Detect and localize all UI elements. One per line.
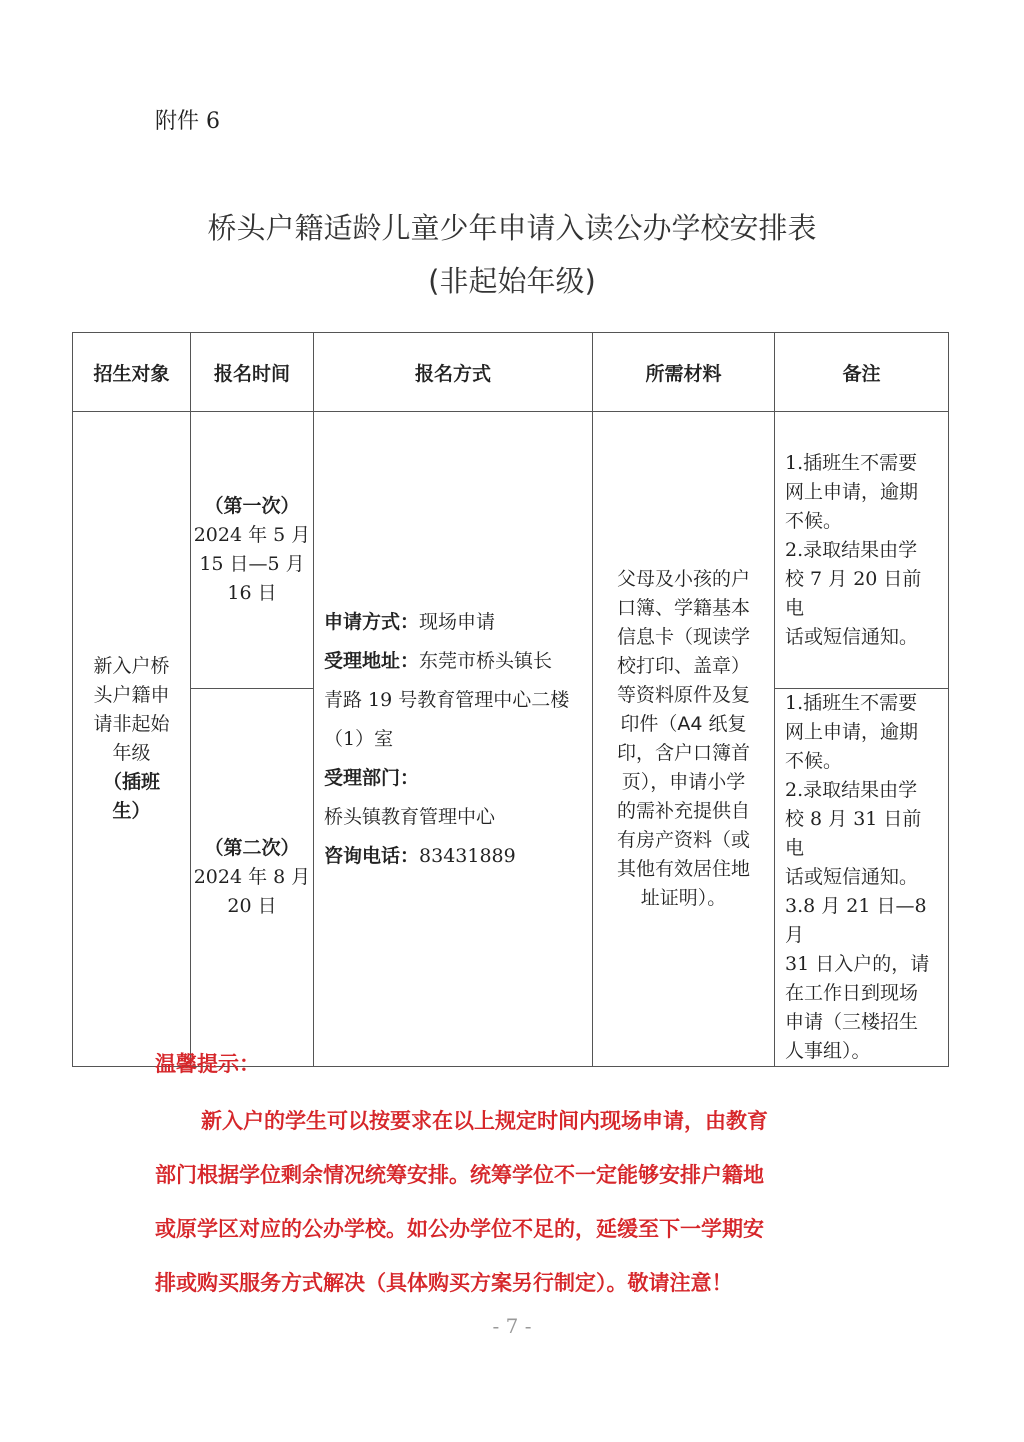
note1-line: 2.录取结果由学 [785,538,918,561]
tip-title: 温馨提示： [155,1052,260,1076]
round2-time-cell [191,689,314,1067]
way-label: 申请方式： [324,610,420,633]
materials-line: 等资料原件及复 [616,684,750,706]
header-materials: 所需材料 [593,333,775,412]
document-subtitle: (非起始年级) [428,264,596,298]
addr-label: 受理地址： [324,649,420,672]
tip-line: 新入户的学生可以按要求在以上规定时间内现场申请，由教育 [201,1109,768,1133]
target-line: 年级 [112,742,151,764]
note1-cell [775,412,949,689]
way-value: 现场申请 [419,610,496,633]
target-line: 头户籍申 [93,684,170,706]
round1-line: 16 日 [227,582,277,604]
materials-line: 口簿、学籍基本 [616,597,750,619]
dept-value: 桥头镇教育管理中心 [324,805,496,828]
materials-line: 址证明）。 [640,887,727,909]
round2-line: 2024 年 8 月 [193,866,311,888]
note1-line: 1.插班生不需要 [785,451,918,474]
materials-line: 印件（A4 纸复 [620,713,747,735]
note2-line: 31 日入户的，请 [785,953,930,975]
note2-line: 网上申请，逾期 [785,721,919,743]
note2-line: 在工作日到现场 [785,982,919,1004]
schedule-table [72,332,949,1067]
target-cell [73,412,191,1067]
materials-line: 父母及小孩的户 [616,568,750,590]
addr-value: 东莞市桥头镇长 [419,649,553,672]
materials-line: 校打印、盖章） [616,655,750,677]
document-title: 桥头户籍适龄儿童少年申请入读公办学校安排表 [207,211,817,245]
note2-line: 2.录取结果由学 [785,779,918,801]
round1-line: 2024 年 5 月 [193,524,311,546]
note1-line: 话或短信通知。 [785,625,919,648]
phone-label: 咨询电话： [324,844,420,867]
materials-line: 信息卡（现读学 [616,626,750,648]
table-header-row [73,333,949,412]
materials-cell [593,412,775,1067]
materials-line: 印，含户口簿首 [616,742,750,764]
round2-line: 20 日 [227,895,277,917]
note2-line: 人事组）。 [785,1040,871,1062]
materials-line: 的需补充提供自 [616,800,750,822]
addr-value-line3: （1）室 [324,727,394,750]
method-cell [314,412,593,1067]
target-line: 新入户桥 [93,655,170,677]
header-time: 报名时间 [191,333,314,412]
page-number: - 7 - [492,1314,532,1338]
note1-line: 不候。 [785,509,843,532]
materials-line: 其他有效居住地 [616,858,750,880]
note2-line: 话或短信通知。 [785,866,919,888]
round1-label: （第一次） [204,495,300,517]
header-method: 报名方式 [314,333,593,412]
header-target: 招生对象 [73,333,191,412]
note2-line: 1.插班生不需要 [785,692,918,714]
materials-line: 页），申请小学 [621,771,746,793]
note2-line: 不候。 [785,750,843,772]
target-line-bold: （插班 [102,771,160,793]
target-line-bold: 生） [112,800,151,822]
attachment-label: 附件 6 [155,109,220,134]
addr-value-line2: 青路 19 号教育管理中心二楼 [324,688,570,711]
note1-line: 网上申请，逾期 [785,480,919,503]
dept-label: 受理部门： [324,766,420,789]
note2-cell [775,689,949,1067]
tip-body [155,1094,855,1310]
target-line: 请非起始 [93,713,170,735]
tip-line: 部门根据学位剩余情况统筹安排。统筹学位不一定能够安排户籍地 [155,1163,764,1187]
note2-line: 3.8 月 21 日—8 月 [785,895,927,946]
materials-line: 有房产资料（或 [616,829,750,851]
phone-value: 83431889 [419,844,516,867]
table-row [73,412,949,689]
note1-line: 校 7 月 20 日前电 [785,567,922,619]
tip-line: 或原学区对应的公办学校。如公办学位不足的，延缓至下一学期安 [155,1217,764,1241]
note2-line: 校 8 月 31 日前电 [785,808,922,859]
round2-label: （第二次） [204,837,300,859]
header-notes: 备注 [775,333,949,412]
note2-line: 申请（三楼招生 [785,1011,919,1033]
tip-line: 排或购买服务方式解决（具体购买方案另行制定）。敬请注意！ [155,1271,733,1295]
round1-line: 15 日—5 月 [199,553,305,575]
round1-time-cell [191,412,314,689]
